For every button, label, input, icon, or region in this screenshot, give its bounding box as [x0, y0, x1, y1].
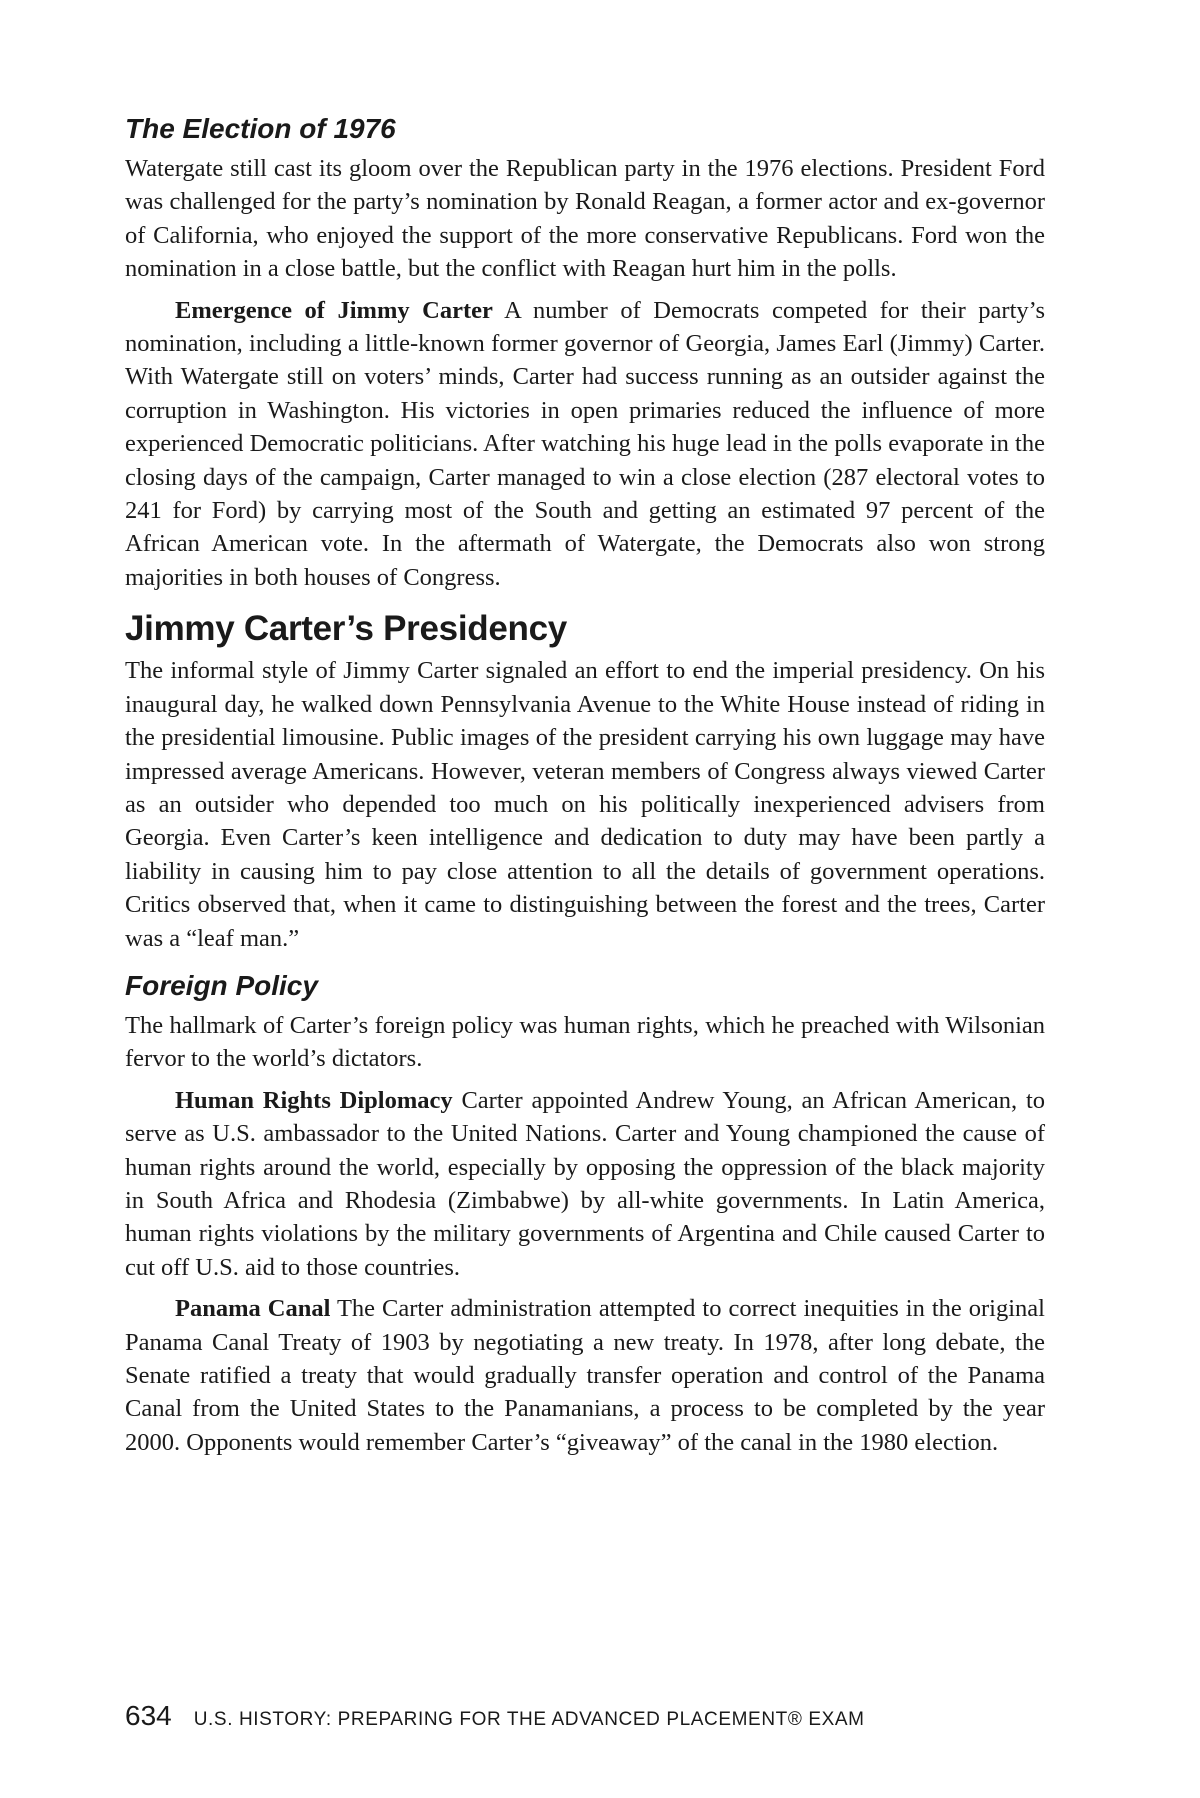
paragraph-presidency: The informal style of Jimmy Carter signaled an effort to end the imperial presidency. On his inaugural day, he walked down Pennsylvania Avenue to the White House instead of riding in the presidential limousine. Public images of the president carrying his own luggage may have impressed average Americans. However, veteran members of Congress always viewed Carter as an outsider who depended too much on his politically inexperienced advisers from Georgia. Even Carter’s keen intelligence and dedication to duty may have been partly a liability in causing him to pay close attention to all the details of government operations. Critics observed that, when it came to distinguishing between the forest and the trees, Carter was a “leaf man.” [125, 657, 1045, 952]
runin-heading-emergence-of-carter: Emergence of Jimmy Carter [175, 296, 493, 324]
runin-heading-panama-canal: Panama Canal [175, 1295, 331, 1323]
page-footer [125, 1700, 1045, 1732]
running-footer-title: U.S. HISTORY: PREPARING FOR THE ADVANCED PLACEMENT® EXAM [193, 1709, 865, 1730]
paragraph-human-rights [125, 1084, 1045, 1284]
paragraph-text-human-rights: Carter appointed Andrew Young, an African American, to serve as U.S. ambassador to the United Nations. Carter and Young championed the cause of human rights around the world, especially by opposing the oppression of the black majority in South Africa and Rhodesia (Zimbabwe) by all-white governments. In Latin America, human rights violations by the military governments of Argentina and Chile caused Carter to cut off U.S. aid to those countries. [125, 1086, 1045, 1281]
section-heading-carter-presidency: Jimmy Carter’s Presidency [125, 609, 567, 649]
paragraph-text-emergence-of-carter: A number of Democrats competed for their party’s nomination, including a little-known former governor of Georgia, James Earl (Jimmy) Carter. With Watergate still on voters’ minds, Carter had success running as an outsider against the corruption in Washington. His victories in open primaries reduced the influence of more experienced Democratic politicians. After watching his huge lead in the polls evaporate in the closing days of the campaign, Carter managed to win a close election (287 electoral votes to 241 for Ford) by carrying most of the South and getting an estimated 97 percent of the African American vote. In the aftermath of Watergate, the Democrats also won strong majorities in both houses of Congress. [125, 296, 1045, 591]
page-body [125, 112, 1045, 1459]
section-heading-foreign-policy: Foreign Policy [125, 969, 318, 1001]
paragraph-election-intro: Watergate still cast its gloom over the Republican party in the 1976 elections. President Ford was challenged for the party’s nomination by Ronald Reagan, a former actor and ex-governor of California, who enjoyed the support of the more conservative Republicans. Ford won the nomination in a close battle, but the conflict with Reagan hurt him in the polls. [125, 155, 1045, 283]
section-heading-election-1976: The Election of 1976 [125, 113, 396, 144]
paragraph-foreign-intro: The hallmark of Carter’s foreign policy was human rights, which he preached with Wilsonian fervor to the world’s dictators. [125, 1011, 1045, 1073]
paragraph-emergence-of-carter [125, 294, 1045, 595]
paragraph-panama-canal [125, 1292, 1045, 1459]
paragraph-text-panama-canal: The Carter administration attempted to correct inequities in the original Panama Canal Treaty of 1903 by negotiating a new treaty. In 1978, after long debate, the Senate ratified a treaty that would gradually transfer operation and control of the Panama Canal from the United States to the Panamanians, a process to be completed by the year 2000. Opponents would remember Carter’s “giveaway” of the canal in the 1980 election. [125, 1295, 1045, 1456]
page-number: 634 [125, 1700, 172, 1731]
runin-heading-human-rights: Human Rights Diplomacy [175, 1086, 453, 1114]
